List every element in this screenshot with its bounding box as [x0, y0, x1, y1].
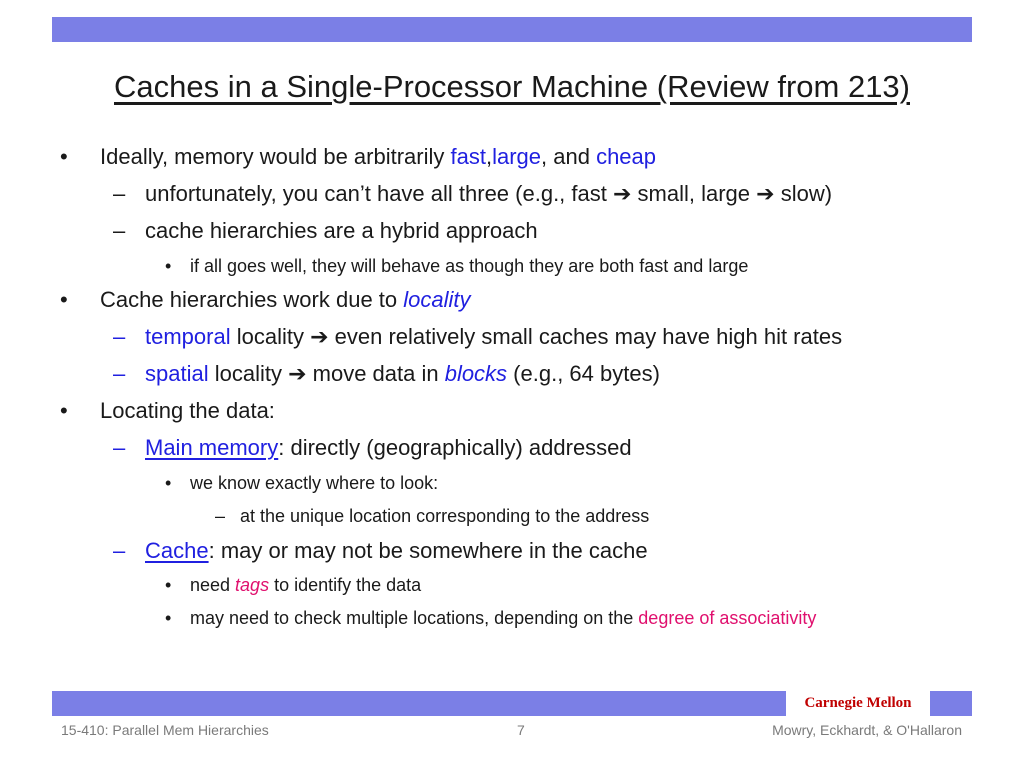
text: : may or may not be somewhere in the cache	[208, 538, 648, 563]
text: unfortunately, you can’t have all three (e.g., fast	[145, 181, 613, 206]
dash-marker: –	[113, 538, 126, 563]
keyword-large: large	[492, 144, 542, 169]
text: cache hierarchies are a hybrid approach	[145, 218, 538, 243]
text: ,	[485, 144, 493, 169]
keyword-locality: locality	[403, 287, 471, 312]
text: we know exactly where to look:	[190, 473, 439, 493]
text: Locating the data:	[100, 398, 275, 423]
arrow-icon: ➔	[612, 181, 632, 206]
text: may need to check multiple locations, depending on the	[190, 608, 639, 628]
footer-page-number: 7	[517, 722, 525, 738]
bullet-marker: •	[165, 608, 172, 628]
dash-marker: –	[113, 435, 126, 460]
keyword-fast: fast	[450, 144, 486, 169]
text: small, large	[631, 181, 757, 206]
arrow-icon: ➔	[756, 181, 775, 206]
text: slow)	[774, 181, 833, 206]
top-decorative-bar	[52, 17, 972, 42]
arrow-icon: ➔	[310, 324, 329, 349]
keyword-blocks: blocks	[444, 361, 508, 386]
keyword-degree-of-associativity: degree of associativity	[638, 608, 817, 628]
text: to identify the data	[269, 575, 422, 595]
text: , and	[541, 144, 597, 169]
arrow-icon: ➔	[288, 361, 307, 386]
dash-marker: –	[113, 181, 126, 206]
dash-marker: –	[113, 218, 126, 243]
slide-title: Caches in a Single-Processor Machine (Review from 213)	[114, 69, 910, 104]
keyword-cheap: cheap	[596, 144, 657, 169]
keyword-tags: tags	[235, 575, 270, 595]
bullet-marker: •	[60, 287, 68, 312]
text: if all goes well, they will behave as though they are both fast and large	[190, 256, 749, 276]
bullet-marker: •	[165, 473, 172, 493]
text: locality	[230, 324, 311, 349]
text: (e.g., 64 bytes)	[507, 361, 660, 386]
bullet-marker: •	[165, 256, 172, 276]
dash-marker: –	[113, 361, 126, 386]
footer-course: 15-410: Parallel Mem Hierarchies	[61, 722, 269, 738]
bullet-marker: •	[60, 398, 68, 423]
link-cache[interactable]: Cache	[145, 538, 209, 563]
footer-authors: Mowry, Eckhardt, & O'Hallaron	[772, 722, 962, 738]
dash-marker: –	[215, 506, 226, 526]
text: need	[190, 575, 236, 595]
text: Ideally, memory would be arbitrarily	[100, 144, 451, 169]
text: move data in	[306, 361, 445, 386]
dash-marker: –	[113, 324, 126, 349]
text: locality	[208, 361, 289, 386]
text: : directly (geographically) addressed	[278, 435, 632, 460]
text: even relatively small caches may have high hit rates	[328, 324, 843, 349]
keyword-spatial: spatial	[145, 361, 209, 386]
bullet-marker: •	[60, 144, 68, 169]
text: at the unique location corresponding to the address	[240, 506, 650, 526]
carnegie-mellon-logo: Carnegie Mellon	[786, 689, 930, 718]
text: Cache hierarchies work due to	[100, 287, 404, 312]
bullet-marker: •	[165, 575, 172, 595]
link-main-memory[interactable]: Main memory	[145, 435, 279, 460]
keyword-temporal: temporal	[145, 324, 231, 349]
